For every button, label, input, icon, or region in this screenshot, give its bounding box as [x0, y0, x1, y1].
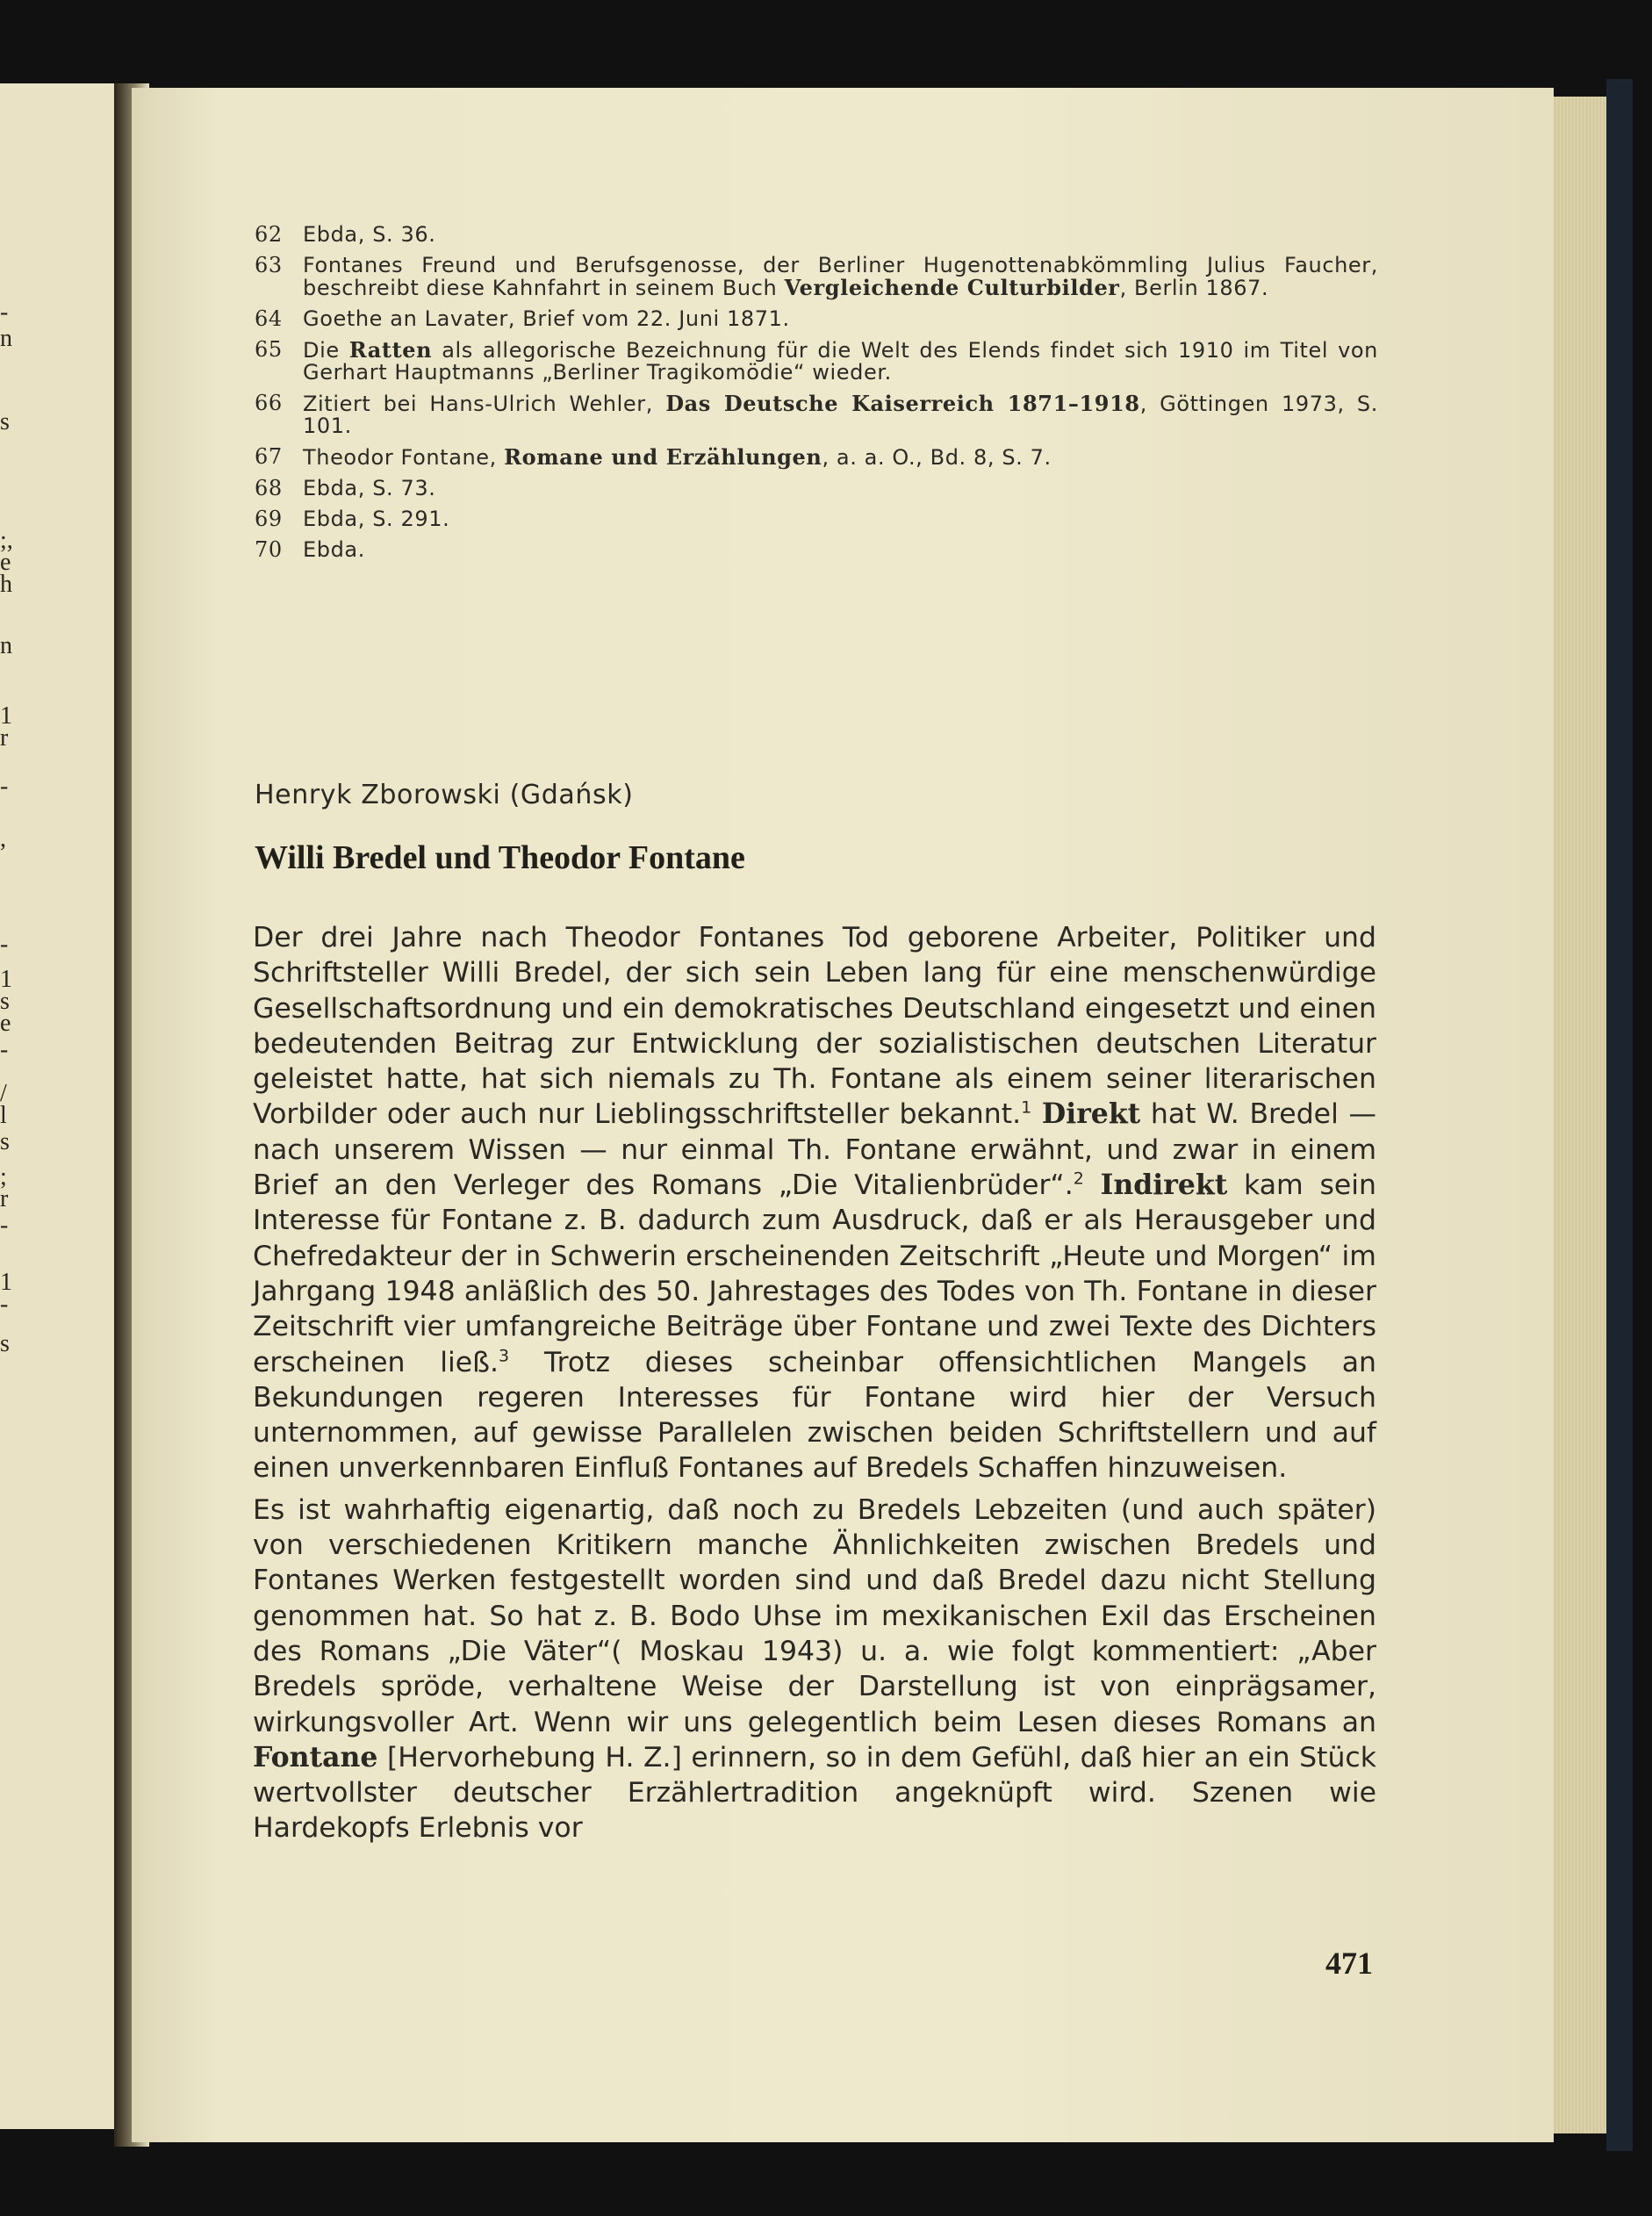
- emphasized-text: Indirekt: [1100, 1169, 1228, 1202]
- footnote-text: [303, 255, 1378, 299]
- footnote: [255, 339, 1378, 384]
- footnote-number: 65: [255, 337, 283, 362]
- text-run: Goethe an Lavater, Brief vom 22. Juni 1871.: [303, 306, 790, 331]
- previous-page-text-fragment: -: [0, 1291, 9, 1318]
- previous-page-text-fragment: 1: [0, 966, 12, 993]
- footnote-text: [303, 224, 1378, 246]
- text-run: Theodor Fontane,: [303, 445, 505, 470]
- text-run: Zitiert bei Hans-Ulrich Wehler,: [303, 392, 666, 416]
- footnotes: [255, 224, 1378, 570]
- previous-page-text-fragment: ;: [0, 1163, 7, 1191]
- emphasized-text: Das Deutsche Kaiserreich 1871–1918: [665, 391, 1140, 416]
- previous-page-text-fragment: h: [0, 571, 12, 598]
- text-run: Der drei Jahre nach Theodor Fontanes Tod geborene Arbeiter, Politiker und Schriftsteller Willi Bredel, der sich sein Leben lang für eine menschenwürdige Gesellschaftsordnung und ein demokratisches Deutschland eingesetzt und einen bedeutenden Beitrag zur Entwicklung der sozialistischen deutschen Literatur geleistet hatte, hat sich niemals zu Th. Fontane als einem seiner literarischen Vorbilder oder auch nur Lieblingsschriftsteller bekannt.: [253, 922, 1376, 1131]
- page-number: 471: [1325, 1946, 1373, 1981]
- previous-page-text-fragment: 1: [0, 1269, 12, 1296]
- previous-page-text-fragment: ,: [0, 825, 6, 853]
- emphasized-text: Vergleichende Culturbilder: [784, 275, 1120, 300]
- text-run: , Berlin 1867.: [1119, 276, 1269, 300]
- emphasized-text: Romane und Erzählungen: [504, 444, 822, 470]
- previous-page-text-fragment: e: [0, 1010, 11, 1037]
- text-run: [1084, 1169, 1101, 1201]
- text-run: [1031, 1098, 1042, 1130]
- previous-page-text-fragment: 1: [0, 702, 12, 730]
- footnote: [255, 539, 1378, 561]
- footnote-reference: 2: [1073, 1169, 1084, 1189]
- previous-page-text-fragment: s: [0, 1128, 10, 1155]
- text-run: Ebda, S. 291.: [303, 507, 450, 531]
- previous-page-text-fragment: ;,: [0, 527, 13, 554]
- previous-page-text-fragment: s: [0, 988, 10, 1015]
- text-run: kam sein Interesse für Fontane z. B. dadurch zum Ausdruck, daß er als Herausgeber und Chefredakteur der in Schwerin erscheinenden Zeitschrift „Heute und Morgen“ im Jahrgang 1948 anläßlich des 50. Jahrestages des Todes von Th. Fontane in dieser Zeitschrift vier umfangreiche Beiträge über Fontane und zwei Texte des Dichters erscheinen ließ.: [253, 1169, 1376, 1378]
- footnote-text: [303, 339, 1378, 384]
- footnote: [255, 478, 1378, 500]
- previous-page-text-fragment: r: [0, 724, 9, 752]
- text-run: Es ist wahrhaftig eigenartig, daß noch zu Bredels Lebzeiten (und auch später) von verschiedenen Kritikern manche Ähnlichkeiten zwischen Bredels und Fontanes Werken festgestellt worden sind und daß Bredel dazu nicht Stellung genommen hat. So hat z. B. Bodo Uhse im mexikanischen Exil das Erscheinen des Romans „Die Väter“( Moskau 1943) u. a. wie folgt kommentiert: „Aber Bredels spröde, verhaltene Weise der Darstellung ist von einprägsamer, wirkungsvoller Art. Wenn wir uns gelegentlich beim Lesen dieses Romans an: [253, 1493, 1376, 1738]
- previous-page-text-fragment: r: [0, 1185, 9, 1212]
- text-run: Fontanes Freund und Berufsgenosse, der Berliner Hugenottenabkömmling Julius Faucher, beschreibt diese Kahnfahrt in seinem Buch: [303, 253, 1378, 300]
- footnote-number: 64: [255, 306, 283, 331]
- text-run: hat W. Bredel — nach unserem Wissen — nur einmal Th. Fontane erwähnt, und zwar in einem Brief an den Verleger des Romans „Die Vitalienbrüder“.: [253, 1098, 1377, 1202]
- previous-page-text-fragment: e: [0, 549, 11, 576]
- footnote-number: 70: [255, 537, 283, 562]
- footnote-text: [303, 446, 1378, 469]
- footnote-text: [303, 508, 1378, 530]
- text-run: Ebda, S. 73.: [303, 476, 436, 500]
- previous-page-text-fragment: n: [0, 325, 12, 352]
- footnote-number: 63: [255, 253, 283, 277]
- footnote: [255, 508, 1378, 530]
- previous-page-text-fragment: s: [0, 1330, 10, 1357]
- previous-page-text-fragment: s: [0, 408, 10, 435]
- paragraph: [253, 920, 1376, 1486]
- article-title: Willi Bredel und Theodor Fontane: [255, 839, 745, 876]
- emphasized-text: Fontane: [253, 1740, 378, 1774]
- text-run: , Göttingen 1973, S. 101.: [303, 392, 1378, 438]
- text-run: als allegorische Bezeichnung für die Welt des Elends findet sich 1910 im Titel von Gerhart Hauptmanns „Berliner Tragikomödie“ wieder.: [303, 338, 1378, 385]
- footnote-text: [303, 392, 1378, 437]
- page-edges: [1554, 97, 1606, 2133]
- footnote: [255, 446, 1378, 469]
- footnote-text: [303, 539, 1378, 561]
- footnote-number: 68: [255, 476, 283, 500]
- footnote: [255, 392, 1378, 437]
- previous-page-text-fragment: -: [0, 1036, 9, 1063]
- article-author: Henryk Zborowski (Gdańsk): [255, 780, 634, 810]
- footnote-number: 67: [255, 444, 283, 469]
- book-cover-edge: [1606, 79, 1633, 2151]
- previous-page-text-fragment: -: [0, 773, 9, 800]
- footnote: [255, 224, 1378, 246]
- previous-page-text-fragment: l: [0, 1102, 7, 1129]
- previous-page-text-fragment: -: [0, 299, 9, 326]
- previous-page-text-fragment: /: [0, 1080, 7, 1107]
- emphasized-text: Ratten: [348, 337, 433, 363]
- previous-page-text-fragment: -: [0, 931, 9, 958]
- previous-page-text-fragment: n: [0, 632, 12, 659]
- footnote-reference: 3: [499, 1346, 510, 1366]
- text-run: Die: [303, 338, 349, 363]
- footnote-number: 69: [255, 507, 283, 531]
- footnote-text: [303, 308, 1378, 330]
- text-run: Ebda.: [303, 537, 365, 562]
- text-run: [Hervorhebung H. Z.] erinnern, so in dem Gefühl, daß hier an ein Stück wertvollster deutscher Erzählertradition angeknüpft wird. Szenen wie Hardekopfs Erlebnis vor: [253, 1741, 1376, 1845]
- footnote: [255, 308, 1378, 330]
- footnote-number: 66: [255, 391, 283, 415]
- footnote-text: [303, 478, 1378, 500]
- emphasized-text: Direkt: [1041, 1097, 1141, 1131]
- text-run: Ebda, S. 36.: [303, 222, 436, 247]
- text-run: Trotz dieses scheinbar offensichtlichen Mangels an Bekundungen regeren Interesses für Fontane wird hier der Versuch unternommen, auf gewisse Parallelen zwischen beiden Schriftstellern und auf einen unverkennbaren Einfluß Fontanes auf Bredels Schaffen hinzuweisen.: [253, 1346, 1376, 1485]
- article-body: [253, 920, 1376, 1853]
- footnote-number: 62: [255, 222, 283, 247]
- previous-page-edge: [0, 83, 119, 2129]
- footnote-reference: 1: [1021, 1097, 1032, 1118]
- paragraph: [253, 1493, 1376, 1846]
- text-run: , a. a. O., Bd. 8, S. 7.: [822, 445, 1052, 470]
- footnote: [255, 255, 1378, 299]
- previous-page-text-fragment: -: [0, 1212, 9, 1239]
